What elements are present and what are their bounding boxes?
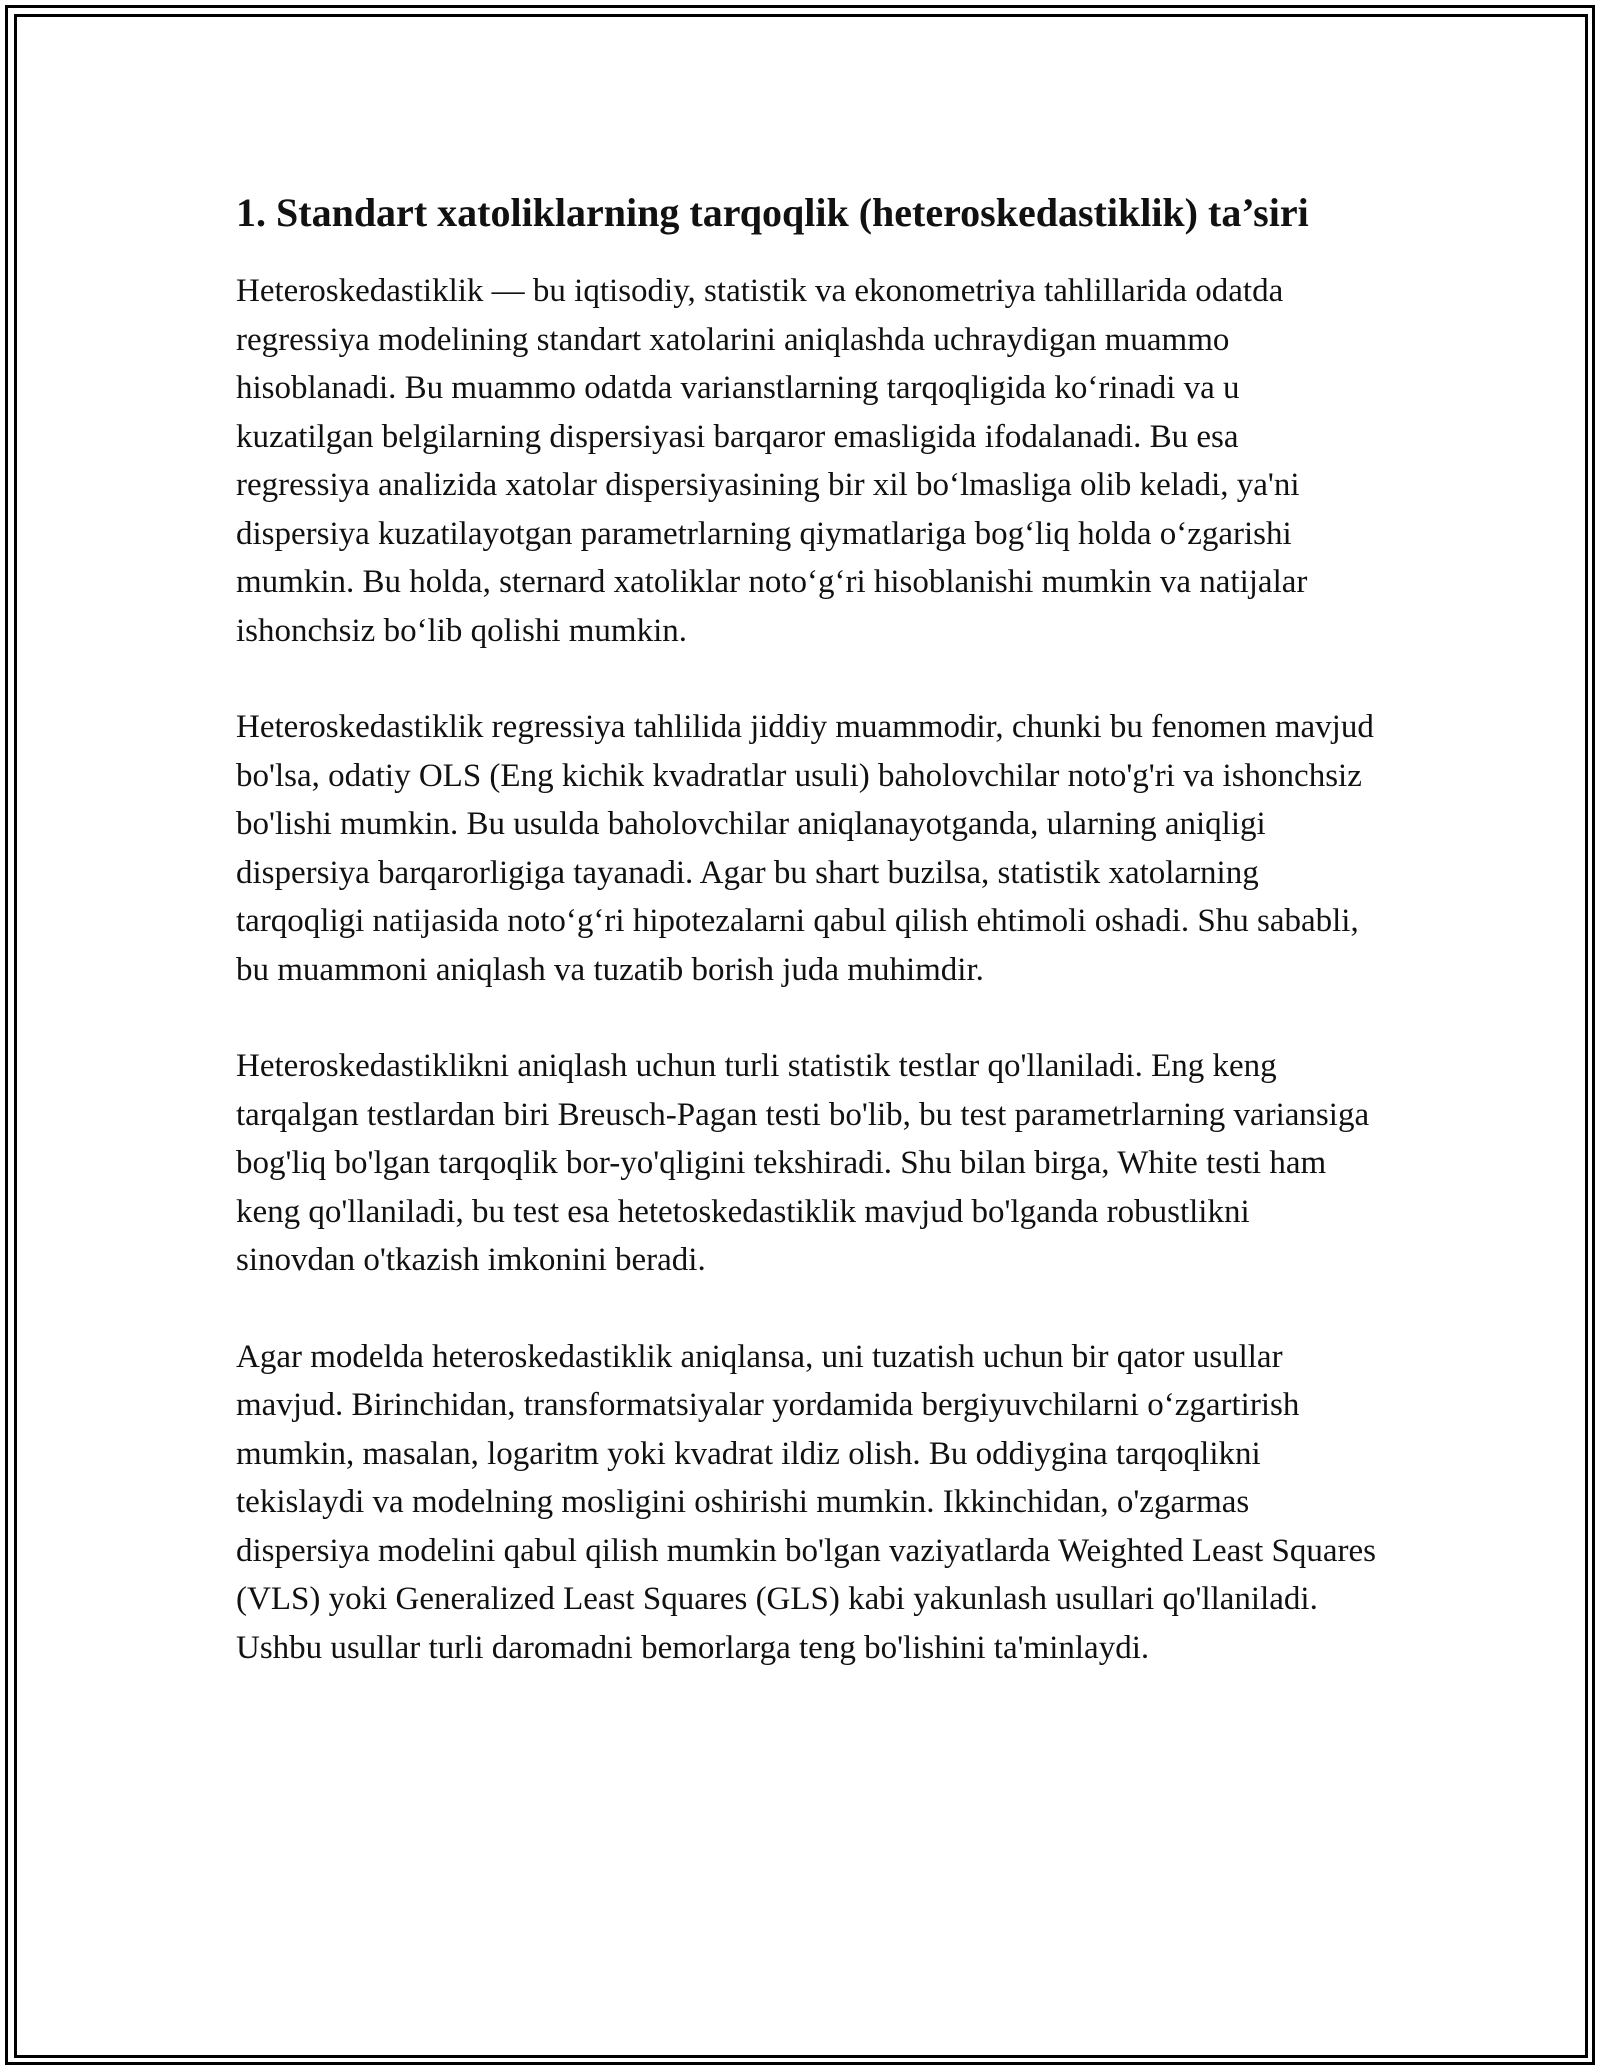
section-title: 1. Standart xatoliklarning tarqoqlik (heteroskedastiklik) ta’siri <box>236 190 1309 235</box>
paragraph-definition: Heteroskedastiklik — bu iqtisodiy, statistik va ekonometriya tahlillarida odatda regressiya modelining standart xatolarini aniqlashda uchraydigan muammo hisoblanadi. Bu muammo odatda varianstlarning tarqoqligida koʻrinadi va u kuzatilgan belgilarning dispersiyasi barqaror emasligida ifodalanadi. Bu esa regressiya analizida xatolar dispersiyasining bir xil boʻlmasliga olib keladi, ya'ni dispersiya kuzatilayotgan parametrlarning qiymatlariga bogʻliq holda oʻzgarishi mumkin. Bu holda, sternard xatoliklar notoʻgʻri hisoblanishi mumkin va natijalar ishonchsiz boʻlib qolishi mumkin. <box>236 273 1308 649</box>
document-body <box>236 185 1376 1720</box>
paragraph-tests: Heteroskedastiklikni aniqlash uchun turli statistik testlar qo'llaniladi. Eng keng tarqalgan testlardan biri Breusch-Pagan testi bo'lib, bu test parametrlarning variansiga bog'liq bo'lgan tarqoqlik bor-yo'qligini tekshiradi. Shu bilan birga, White testi ham keng qo'llaniladi, bu test esa hetetoskedastiklik mavjud bo'lganda robustlikni sinovdan o'tkazish imkonini beradi. <box>236 1048 1370 1278</box>
paragraph-problem: Heteroskedastiklik regressiya tahlilida jiddiy muammodir, chunki bu fenomen mavjud bo'lsa, odatiy OLS (Eng kichik kvadratlar usuli) baholovchilar noto'g'ri va ishonchsiz bo'lishi mumkin. Bu usulda baholovchilar aniqlanayotganda, ularning aniqligi dispersiya barqarorligiga tayanadi. Agar bu shart buzilsa, statistik xatolarning tarqoqligi natijasida notoʻgʻri hipotezalarni qabul qilish ehtimoli oshadi. Shu sababli, bu muammoni aniqlash va tuzatib borish juda muhimdir. <box>236 709 1374 988</box>
paragraph-remedies: Agar modelda heteroskedastiklik aniqlansa, uni tuzatish uchun bir qator usullar mavjud. Birinchidan, transformatsiyalar yordamida bergiyuvchilarni oʻzgartirish mumkin, masalan, logaritm yoki kvadrat ildiz olish. Bu oddiygina tarqoqlikni tekislaydi va modelning mosligini oshirishi mumkin. Ikkinchidan, o'zgarmas dispersiya modelini qabul qilish mumkin bo'lgan vaziyatlarda Weighted Least Squares (VLS) yoki Generalized Least Squares (GLS) kabi yakunlash usullari qo'llaniladi. Ushbu usullar turli daromadni bemorlarga teng bo'lishini ta'minlaydi. <box>236 1338 1377 1666</box>
